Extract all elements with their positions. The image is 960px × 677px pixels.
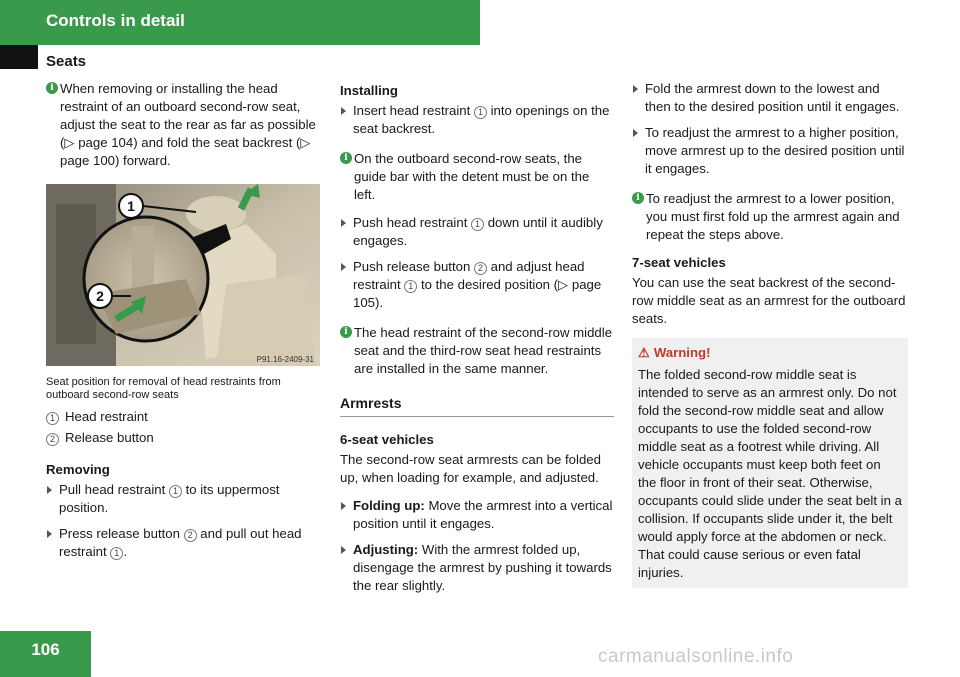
section-title: Seats [46, 53, 87, 70]
adjusting-step: Adjusting: With the armrest folded up, disengage the armrest by pushing it towards the rear slightly. [340, 541, 614, 595]
removing-step-1: Pull head restraint 1 to its uppermost position. [46, 481, 320, 517]
install-step-3: Push release button 2 and adjust head restraint 1 to the desired position (▷ page 105). [340, 258, 614, 312]
armrests-heading: Armrests [340, 394, 614, 417]
warning-triangle-icon: ⚠ [638, 345, 650, 360]
step-arrow-icon [633, 85, 638, 93]
removing-step-2: Press release button 2 and pull out head restraint 1 . [46, 525, 320, 561]
info-readjust-lower: i To readjust the armrest to a lower position, you must first fold up the armrest again and repeat the steps above. [632, 190, 908, 244]
info-icon: i [340, 326, 352, 338]
warning-box [632, 338, 908, 588]
info-icon: i [46, 82, 58, 94]
header-bar [0, 0, 480, 45]
column-1 [46, 80, 320, 569]
fold-down-step: Fold the armrest down to the lowest and then to the desired position until it engages. [632, 80, 908, 116]
info-icon: i [632, 192, 644, 204]
figure-caption: Seat position for removal of head restraints from outboard second-row seats [46, 376, 281, 401]
six-seat-heading: 6-seat vehicles [340, 432, 434, 447]
step-arrow-icon [341, 263, 346, 271]
warning-title: ⚠ Warning! [638, 345, 711, 360]
section-tab-marker [0, 45, 38, 69]
info-note: i When removing or installing the head restraint of an outboard second-row seat, adjust the seat to the rear as far as possible (▷ page 104) and fold the seat backrest (▷ page 100) forward. [46, 80, 320, 170]
step-arrow-icon [341, 107, 346, 115]
six-seat-text: The second-row seat armrests can be folded up, when loading for example, and adjusted. [340, 452, 601, 485]
readjust-higher-step: To readjust the armrest to a higher position, move armrest up to the desired position until it engages. [632, 124, 908, 178]
step-arrow-icon [47, 530, 52, 538]
step-arrow-icon [341, 502, 346, 510]
seven-seat-text: You can use the seat backrest of the second-row middle seat as an armrest for the outboard seats. [632, 275, 906, 326]
step-arrow-icon [47, 486, 52, 494]
warning-text: The folded second-row middle seat is intended to serve as an armrest only. Do not fold the second-row middle seat and allow occupants to use the folded second-row middle seat as a footrest while driving. All vehicle occupants must keep both feet on the floor in front of their seat. Otherwise, occupants could slide under the seat belt in a collision. If occupants slide under it, the belt would apply force at the abdomen or neck. That could cause serious or even fatal injuries. [638, 367, 902, 580]
callout-number: 1 [46, 412, 59, 425]
page-number-box [0, 631, 91, 677]
removing-heading: Removing [46, 462, 110, 477]
info-icon: i [340, 152, 352, 164]
installing-heading: Installing [340, 83, 398, 98]
info-middle-seat: i The head restraint of the second-row middle seat and the third-row seat head restraints are installed in the same manner. [340, 324, 614, 378]
page-number: 106 [31, 640, 60, 659]
seven-seat-heading: 7-seat vehicles [632, 255, 726, 270]
info-guide-bar: i On the outboard second-row seats, the guide bar with the detent must be on the left. [340, 150, 614, 204]
image-code: P91.16-2409-31 [256, 355, 314, 364]
callout-number: 2 [46, 433, 59, 446]
seat-photo [46, 184, 320, 366]
legend-item-release-button: 2 Release button [46, 429, 320, 447]
watermark: carmanualsonline.info [598, 646, 794, 667]
step-arrow-icon [341, 546, 346, 554]
install-step-2: Push head restraint 1 down until it audibly engages. [340, 214, 614, 250]
chapter-title: Controls in detail [46, 11, 185, 30]
install-step-1: Insert head restraint 1 into openings on the seat backrest. [340, 102, 614, 138]
folding-up-step: Folding up: Move the armrest into a vertical position until it engages. [340, 497, 614, 533]
step-arrow-icon [633, 129, 638, 137]
svg-text:2: 2 [96, 288, 104, 304]
column-3 [632, 80, 908, 588]
legend-item-head-restraint: 1 Head restraint [46, 408, 320, 426]
step-arrow-icon [341, 219, 346, 227]
svg-text:1: 1 [127, 198, 135, 214]
seat-illustration [46, 184, 320, 366]
column-2 [340, 80, 614, 603]
